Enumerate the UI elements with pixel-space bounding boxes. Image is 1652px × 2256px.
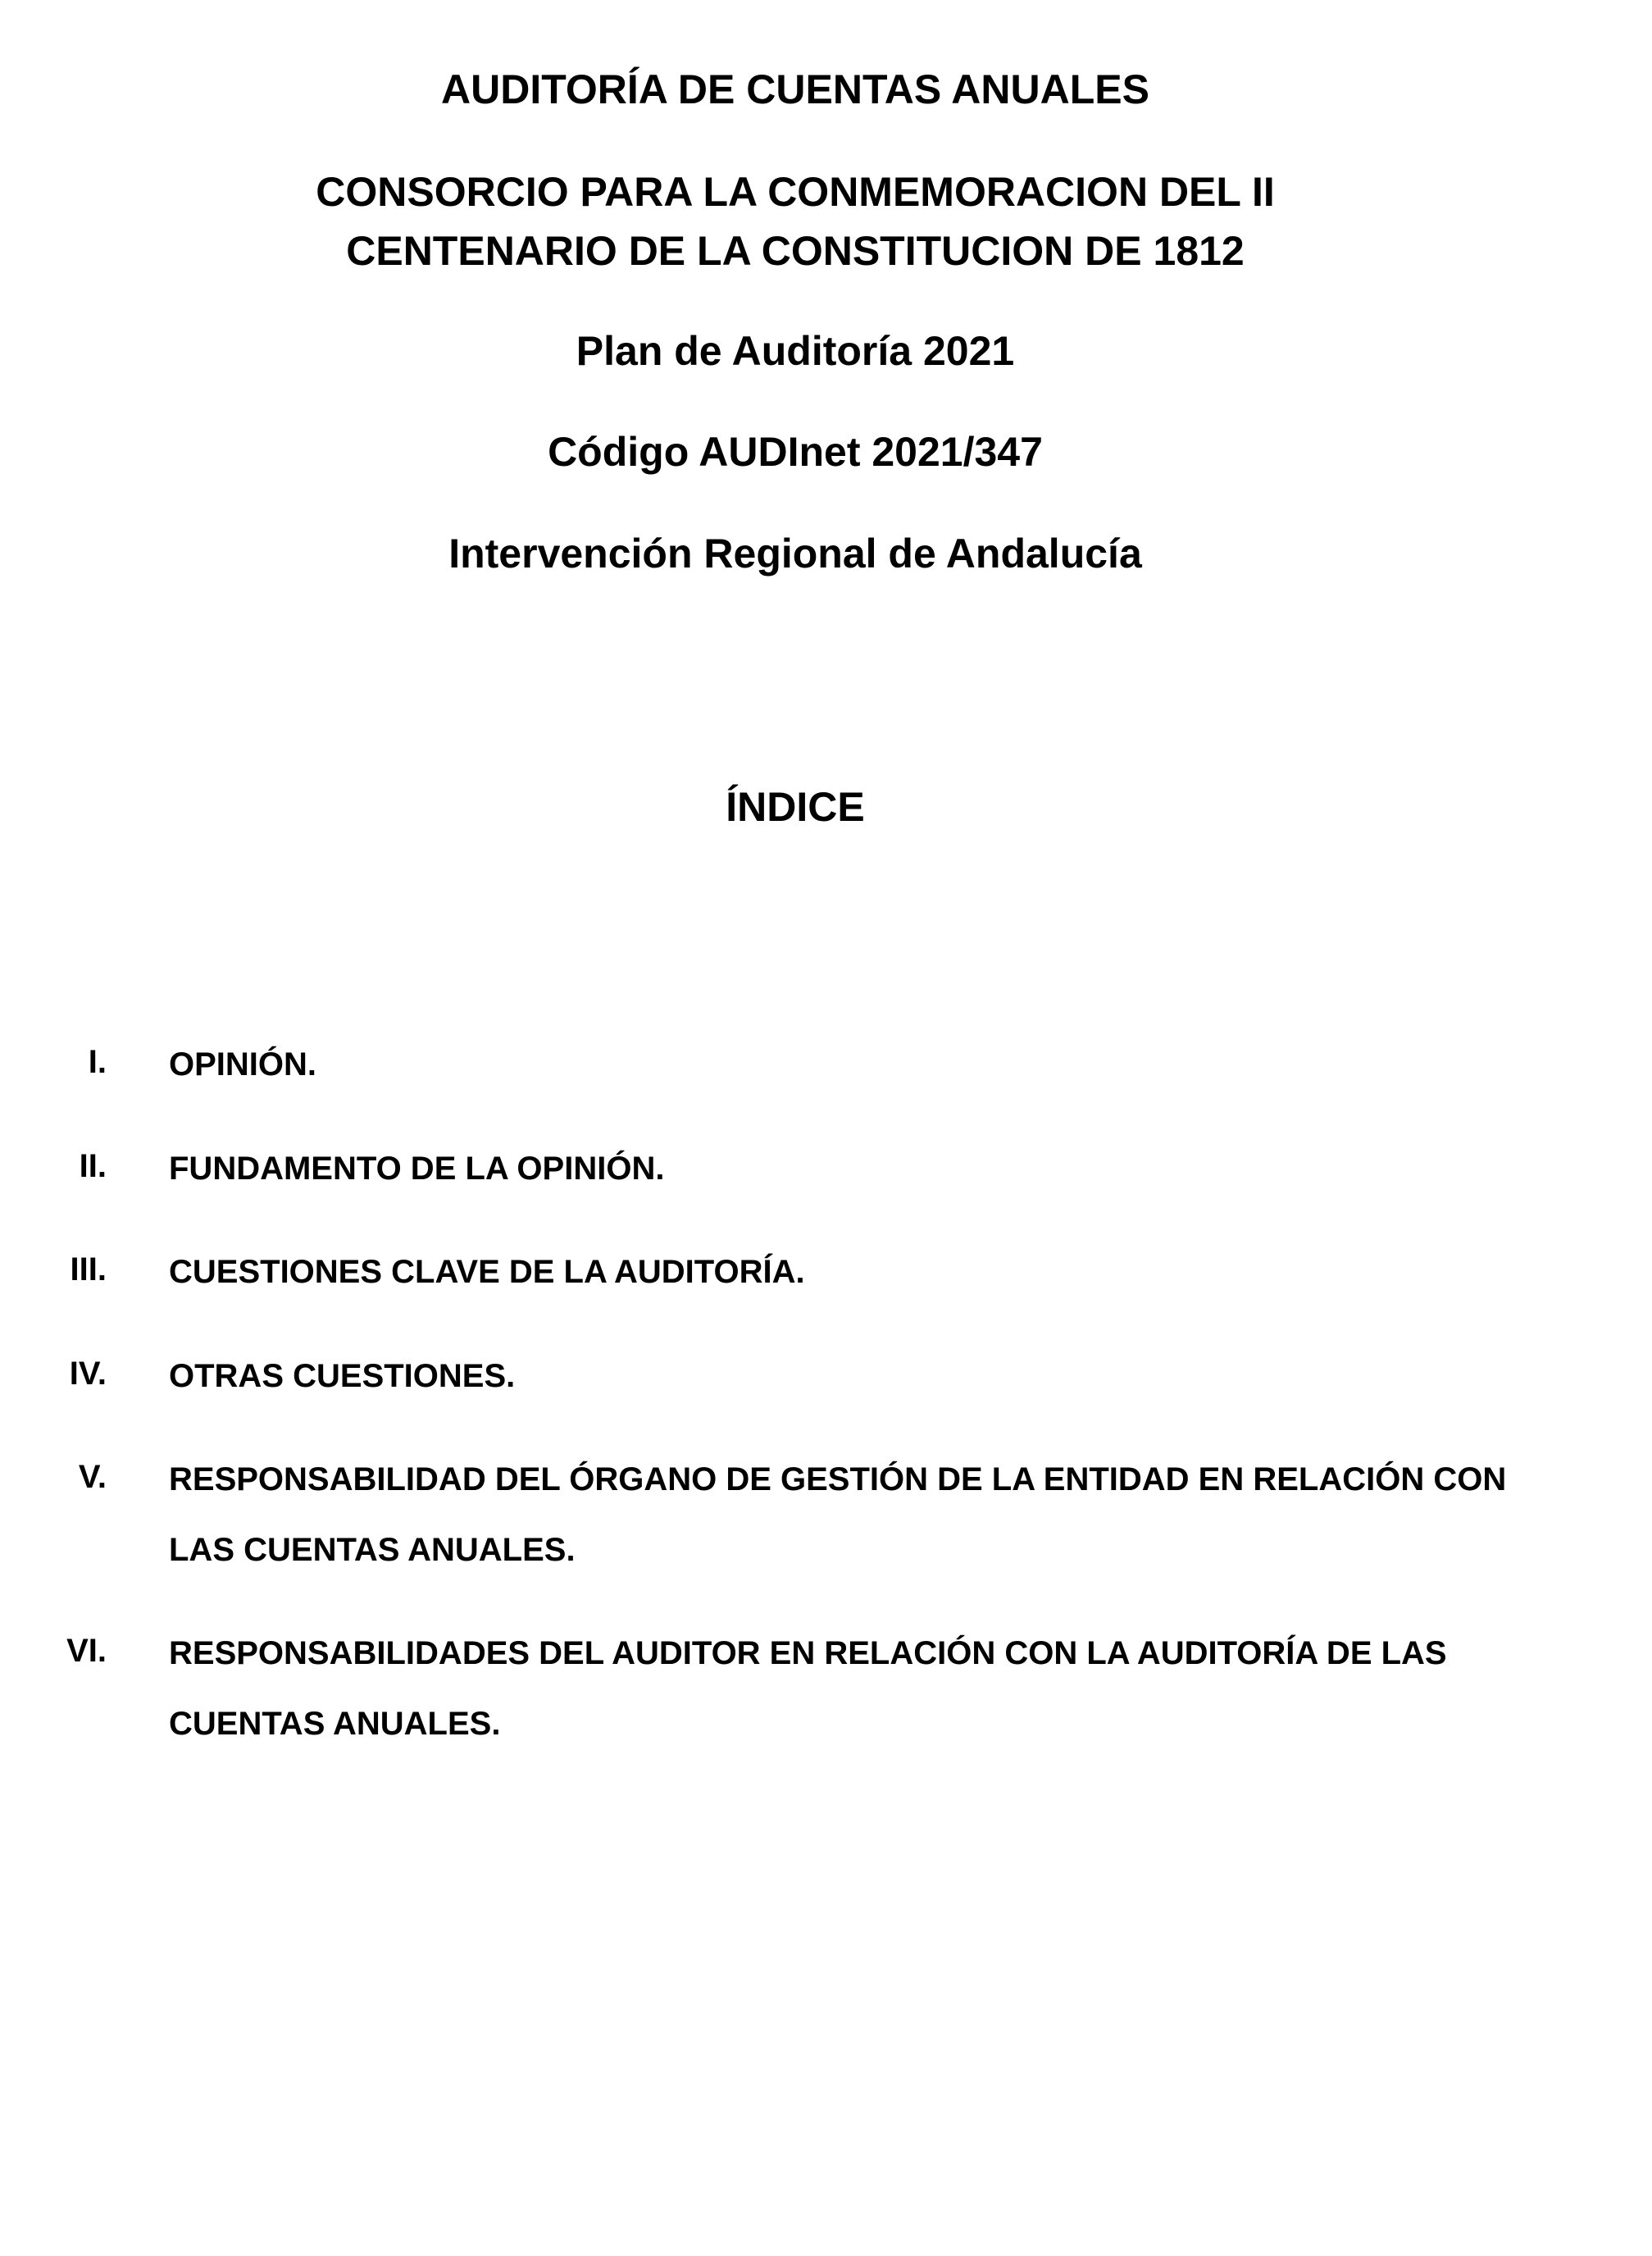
- index-title: ÍNDICE: [726, 784, 865, 830]
- toc-item-6-text: RESPONSABILIDADES DEL AUDITOR EN RELACIÓN CON LA AUDITORÍA DE LAS CUENTAS ANUALES.: [169, 1635, 1447, 1742]
- toc-item-1-text: OPINIÓN.: [169, 1046, 317, 1082]
- toc-item-2-number: II.: [79, 1148, 107, 1184]
- entity-name-line-1: CONSORCIO PARA LA CONMEMORACION DEL II: [316, 169, 1275, 215]
- toc-item-2-text: FUNDAMENTO DE LA OPINIÓN.: [169, 1151, 665, 1187]
- audit-plan: Plan de Auditoría 2021: [576, 328, 1015, 374]
- audinet-code: Código AUDInet 2021/347: [548, 429, 1043, 475]
- toc-item-3-text: CUESTIONES CLAVE DE LA AUDITORÍA.: [169, 1254, 805, 1290]
- toc-item-4-text: OTRAS CUESTIONES.: [169, 1358, 516, 1394]
- toc-item-3-number: III.: [70, 1251, 107, 1288]
- toc-item-5-number: V.: [78, 1459, 107, 1495]
- document-title: AUDITORÍA DE CUENTAS ANUALES: [441, 66, 1149, 112]
- toc-item-4-number: IV.: [69, 1356, 107, 1392]
- toc-item-5-text: RESPONSABILIDAD DEL ÓRGANO DE GESTIÓN DE LA ENTIDAD EN RELACIÓN CON LAS CUENTAS ANUALES.: [169, 1461, 1507, 1568]
- toc-item-6-number: VI.: [66, 1633, 107, 1669]
- intervention-office: Intervención Regional de Andalucía: [448, 531, 1142, 577]
- entity-name-line-2: CENTENARIO DE LA CONSTITUCION DE 1812: [346, 228, 1245, 274]
- toc-item-1-number: I.: [88, 1044, 107, 1080]
